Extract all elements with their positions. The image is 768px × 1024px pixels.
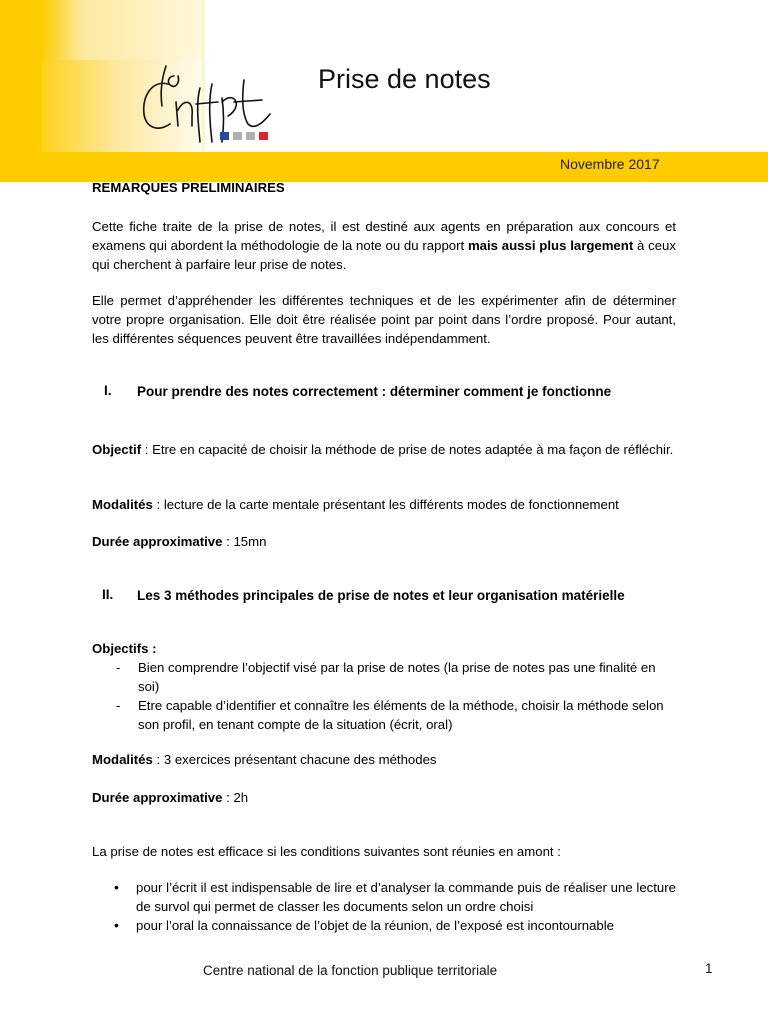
section-1-title: Pour prendre des notes correctement : déterminer comment je fonctionne <box>137 384 612 399</box>
section-1-duree: Durée approximative : 15mn <box>92 534 267 549</box>
section-1-number: I. <box>104 383 112 398</box>
header-gradient-block <box>82 0 202 60</box>
conditions-list <box>112 878 676 935</box>
section-2-title: Les 3 méthodes principales de prise de notes et leur organisation matérielle <box>137 588 625 603</box>
footer-organization: Centre national de la fonction publique territoriale <box>203 963 498 978</box>
conditions-intro: La prise de notes est efficace si les conditions suivantes sont réunies en amont : <box>92 844 561 859</box>
emphasis: mais aussi plus largement <box>467 238 634 253</box>
header-gradient-block <box>42 0 82 60</box>
section-1-objectif: Objectif : Etre en capacité de choisir la méthode de prise de notes adaptée à ma façon de réfléchir. <box>92 442 674 457</box>
section-2-objectifs: Objectifs : - Bien comprendre l’objectif visé par la prise de notes (la prise de notes pas une finalité en soi) - Etre capable d’identifier et connaître les éléments de la méthode, choisir la méthode selon son profil, en tenant compte de la situation (écrit, oral) <box>92 639 676 734</box>
list-item: - Bien comprendre l’objectif visé par la prise de notes (la prise de notes pas une finalité en soi) <box>116 658 676 696</box>
page-number: 1 <box>705 961 713 976</box>
section-2-duree: Durée approximative : 2h <box>92 790 249 805</box>
section-1-modalites: Modalités : lecture de la carte mentale présentant les différents modes de fonctionnement <box>92 497 619 512</box>
document-date: Novembre 2017 <box>560 156 660 172</box>
list-item: • pour l’oral la connaissance de l’objet de la réunion, de l’exposé est incontournable <box>112 916 676 935</box>
section-2-number: II. <box>102 587 114 602</box>
intro-paragraph-2: Elle permet d’appréhender les différentes techniques et de les expérimenter afin de déterminer votre propre organisation. Elle doit être réalisée point par point dans l’ordre proposé. Pour autant, les différentes séquences peuvent être travaillées indépendamment. <box>92 293 676 346</box>
list-item: - Etre capable d’identifier et connaître les éléments de la méthode, choisir la méthode selon son profil, en tenant compte de la situation (écrit, oral) <box>116 696 676 734</box>
intro-paragraph-1: Cette fiche traite de la prise de notes, il est destiné aux agents en préparation aux concours et examens qui abordent la méthodologie de la note ou du rapport mais aussi plus largement à ceux qui cherchent à parfaire leur prise de notes. <box>92 219 676 272</box>
cnfpt-logo <box>138 62 288 150</box>
list-item: • pour l’écrit il est indispensable de lire et d’analyser la commande puis de réaliser une lecture de survol qui permet de classer les documents selon un ordre choisi <box>112 878 676 916</box>
intro-heading: REMARQUES PRELIMINAIRES <box>92 180 285 195</box>
document-title: Prise de notes <box>318 64 491 94</box>
section-2-modalites: Modalités : 3 exercices présentant chacune des méthodes <box>92 752 437 767</box>
